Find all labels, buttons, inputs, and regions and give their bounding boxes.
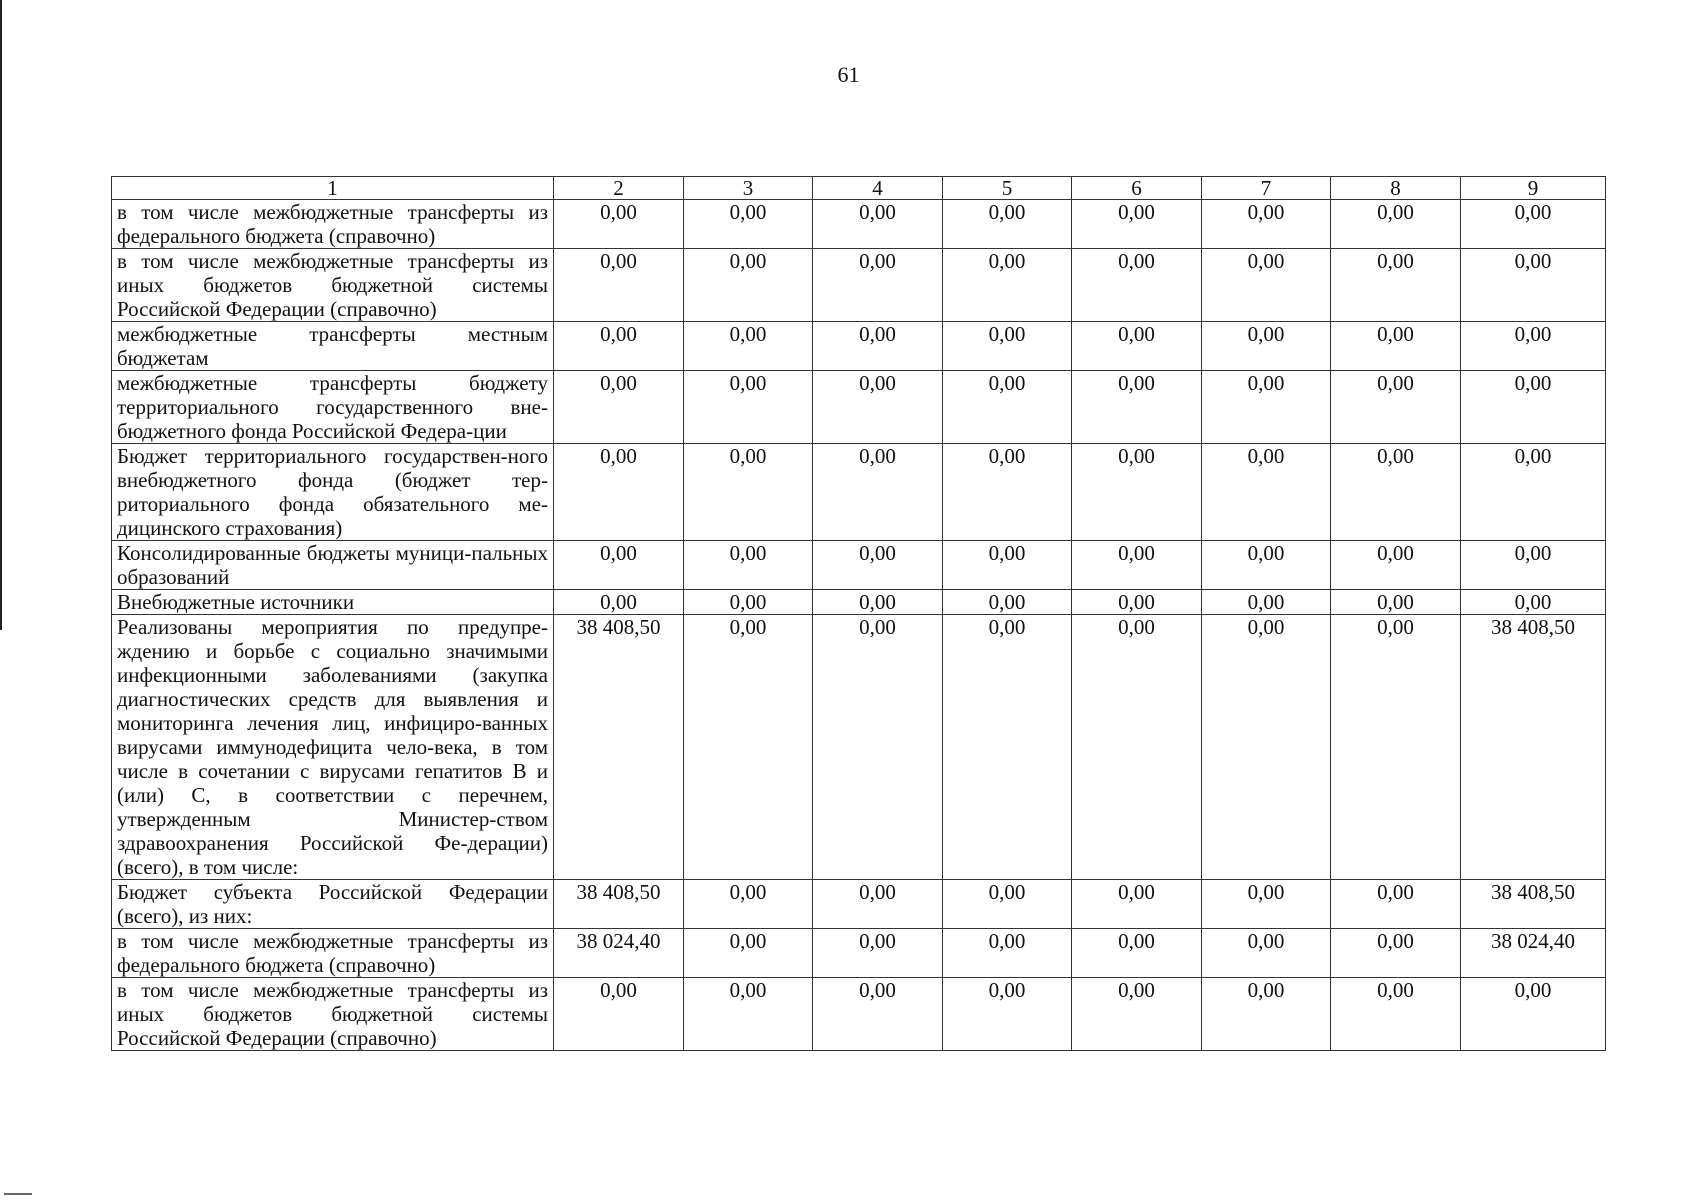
value-cell: 0,00 [1331,200,1461,249]
row-label: в том числе межбюджетные трансферты из иных бюджетов бюджетной системы Российской Федерации (справочно) [112,249,554,322]
value-cell: 0,00 [1461,371,1606,444]
value-cell: 0,00 [943,371,1072,444]
value-cell: 0,00 [684,978,813,1051]
value-cell: 0,00 [943,978,1072,1051]
value-cell: 0,00 [1331,444,1461,541]
value-cell: 0,00 [1331,880,1461,929]
header-row [112,177,1606,200]
column-header: 3 [684,177,813,200]
row-label: Бюджет субъекта Российской Федерации (всего), из них: [112,880,554,929]
value-cell: 0,00 [1331,590,1461,615]
value-cell: 0,00 [1072,371,1202,444]
value-cell: 0,00 [1331,322,1461,371]
column-header: 5 [943,177,1072,200]
value-cell: 0,00 [1072,590,1202,615]
value-cell: 0,00 [684,249,813,322]
value-cell: 0,00 [943,249,1072,322]
value-cell: 0,00 [1202,249,1331,322]
budget-table [111,176,1606,1051]
value-cell: 0,00 [1072,322,1202,371]
value-cell: 0,00 [943,880,1072,929]
value-cell: 0,00 [1461,541,1606,590]
value-cell: 0,00 [1461,444,1606,541]
row-label: межбюджетные трансферты местным бюджетам [112,322,554,371]
value-cell: 0,00 [813,249,943,322]
value-cell: 0,00 [1461,200,1606,249]
value-cell: 0,00 [1202,880,1331,929]
table-row [112,444,1606,541]
value-cell: 0,00 [1072,929,1202,978]
table-row [112,541,1606,590]
value-cell: 0,00 [554,590,684,615]
row-label: Внебюджетные источники [112,590,554,615]
value-cell: 0,00 [1461,978,1606,1051]
row-label: Бюджет территориального государствен-ного внебюджетного фонда (бюджет тер-риториального фонда обязательного ме-дицинского страхования) [112,444,554,541]
value-cell: 0,00 [684,322,813,371]
column-header: 1 [112,177,554,200]
value-cell: 38 024,40 [1461,929,1606,978]
value-cell: 0,00 [813,541,943,590]
value-cell: 38 024,40 [554,929,684,978]
value-cell: 0,00 [943,615,1072,880]
value-cell: 0,00 [1072,615,1202,880]
value-cell: 0,00 [813,200,943,249]
value-cell: 0,00 [1072,200,1202,249]
value-cell: 0,00 [684,541,813,590]
row-label: в том числе межбюджетные трансферты из федерального бюджета (справочно) [112,929,554,978]
value-cell: 0,00 [1331,929,1461,978]
value-cell: 0,00 [1331,371,1461,444]
value-cell: 0,00 [813,444,943,541]
value-cell: 0,00 [554,444,684,541]
value-cell: 0,00 [554,200,684,249]
value-cell: 0,00 [684,200,813,249]
value-cell: 0,00 [554,322,684,371]
scan-corner-mark [4,1193,32,1195]
value-cell: 0,00 [1202,322,1331,371]
value-cell: 0,00 [943,541,1072,590]
value-cell: 0,00 [943,444,1072,541]
row-label: Консолидированные бюджеты муници-пальных образований [112,541,554,590]
value-cell: 38 408,50 [1461,880,1606,929]
value-cell: 0,00 [813,590,943,615]
row-label: в том числе межбюджетные трансферты из федерального бюджета (справочно) [112,200,554,249]
value-cell: 0,00 [1202,590,1331,615]
value-cell: 38 408,50 [554,615,684,880]
value-cell: 0,00 [1072,249,1202,322]
page-number: 61 [837,62,860,87]
column-header: 6 [1072,177,1202,200]
column-header: 2 [554,177,684,200]
column-header: 7 [1202,177,1331,200]
column-header: 9 [1461,177,1606,200]
value-cell: 0,00 [1072,978,1202,1051]
value-cell: 0,00 [1331,978,1461,1051]
table-body [112,200,1606,1051]
row-label: межбюджетные трансферты бюджету территориального государственного вне-бюджетного фонда Российской Федера-ции [112,371,554,444]
value-cell: 0,00 [943,200,1072,249]
value-cell: 0,00 [943,929,1072,978]
value-cell: 0,00 [1461,322,1606,371]
value-cell: 0,00 [554,541,684,590]
value-cell: 0,00 [1202,444,1331,541]
value-cell: 0,00 [813,978,943,1051]
value-cell: 0,00 [1202,929,1331,978]
value-cell: 0,00 [1202,541,1331,590]
column-header: 4 [813,177,943,200]
row-label: в том числе межбюджетные трансферты из иных бюджетов бюджетной системы Российской Федерации (справочно) [112,978,554,1051]
value-cell: 0,00 [684,590,813,615]
value-cell: 0,00 [813,371,943,444]
value-cell: 0,00 [1072,541,1202,590]
table-row [112,929,1606,978]
table-row [112,200,1606,249]
table-row [112,371,1606,444]
value-cell: 0,00 [813,880,943,929]
table-row [112,978,1606,1051]
value-cell: 38 408,50 [1461,615,1606,880]
table-row [112,249,1606,322]
value-cell: 0,00 [684,371,813,444]
value-cell: 0,00 [1461,249,1606,322]
value-cell: 0,00 [1072,444,1202,541]
value-cell: 0,00 [1331,541,1461,590]
value-cell: 0,00 [1072,880,1202,929]
value-cell: 0,00 [1202,615,1331,880]
scan-edge-line [0,0,2,630]
column-header: 8 [1331,177,1461,200]
value-cell: 38 408,50 [554,880,684,929]
table-row [112,615,1606,880]
value-cell: 0,00 [813,615,943,880]
table-row [112,590,1606,615]
value-cell: 0,00 [1202,978,1331,1051]
value-cell: 0,00 [1331,615,1461,880]
value-cell: 0,00 [813,929,943,978]
value-cell: 0,00 [813,322,943,371]
row-label: Реализованы мероприятия по предупре-ждению и борьбе с социально значимыми инфекционными заболеваниями (закупка диагностических средств для выявления и мониторинга лечения лиц, инфициро-ванных вирусами иммунодефицита чело-века, в том числе в сочетании с вирусами гепатитов В и (или) С, в соответствии с перечнем, утвержденным Министер-ством здравоохранения Российской Фе-дерации) (всего), в том числе: [112,615,554,880]
value-cell: 0,00 [943,322,1072,371]
value-cell: 0,00 [554,371,684,444]
value-cell: 0,00 [1461,590,1606,615]
value-cell: 0,00 [1331,249,1461,322]
value-cell: 0,00 [684,615,813,880]
value-cell: 0,00 [1202,371,1331,444]
table-row [112,880,1606,929]
value-cell: 0,00 [684,444,813,541]
value-cell: 0,00 [684,929,813,978]
value-cell: 0,00 [684,880,813,929]
value-cell: 0,00 [1202,200,1331,249]
value-cell: 0,00 [554,978,684,1051]
value-cell: 0,00 [943,590,1072,615]
table-row [112,322,1606,371]
value-cell: 0,00 [554,249,684,322]
